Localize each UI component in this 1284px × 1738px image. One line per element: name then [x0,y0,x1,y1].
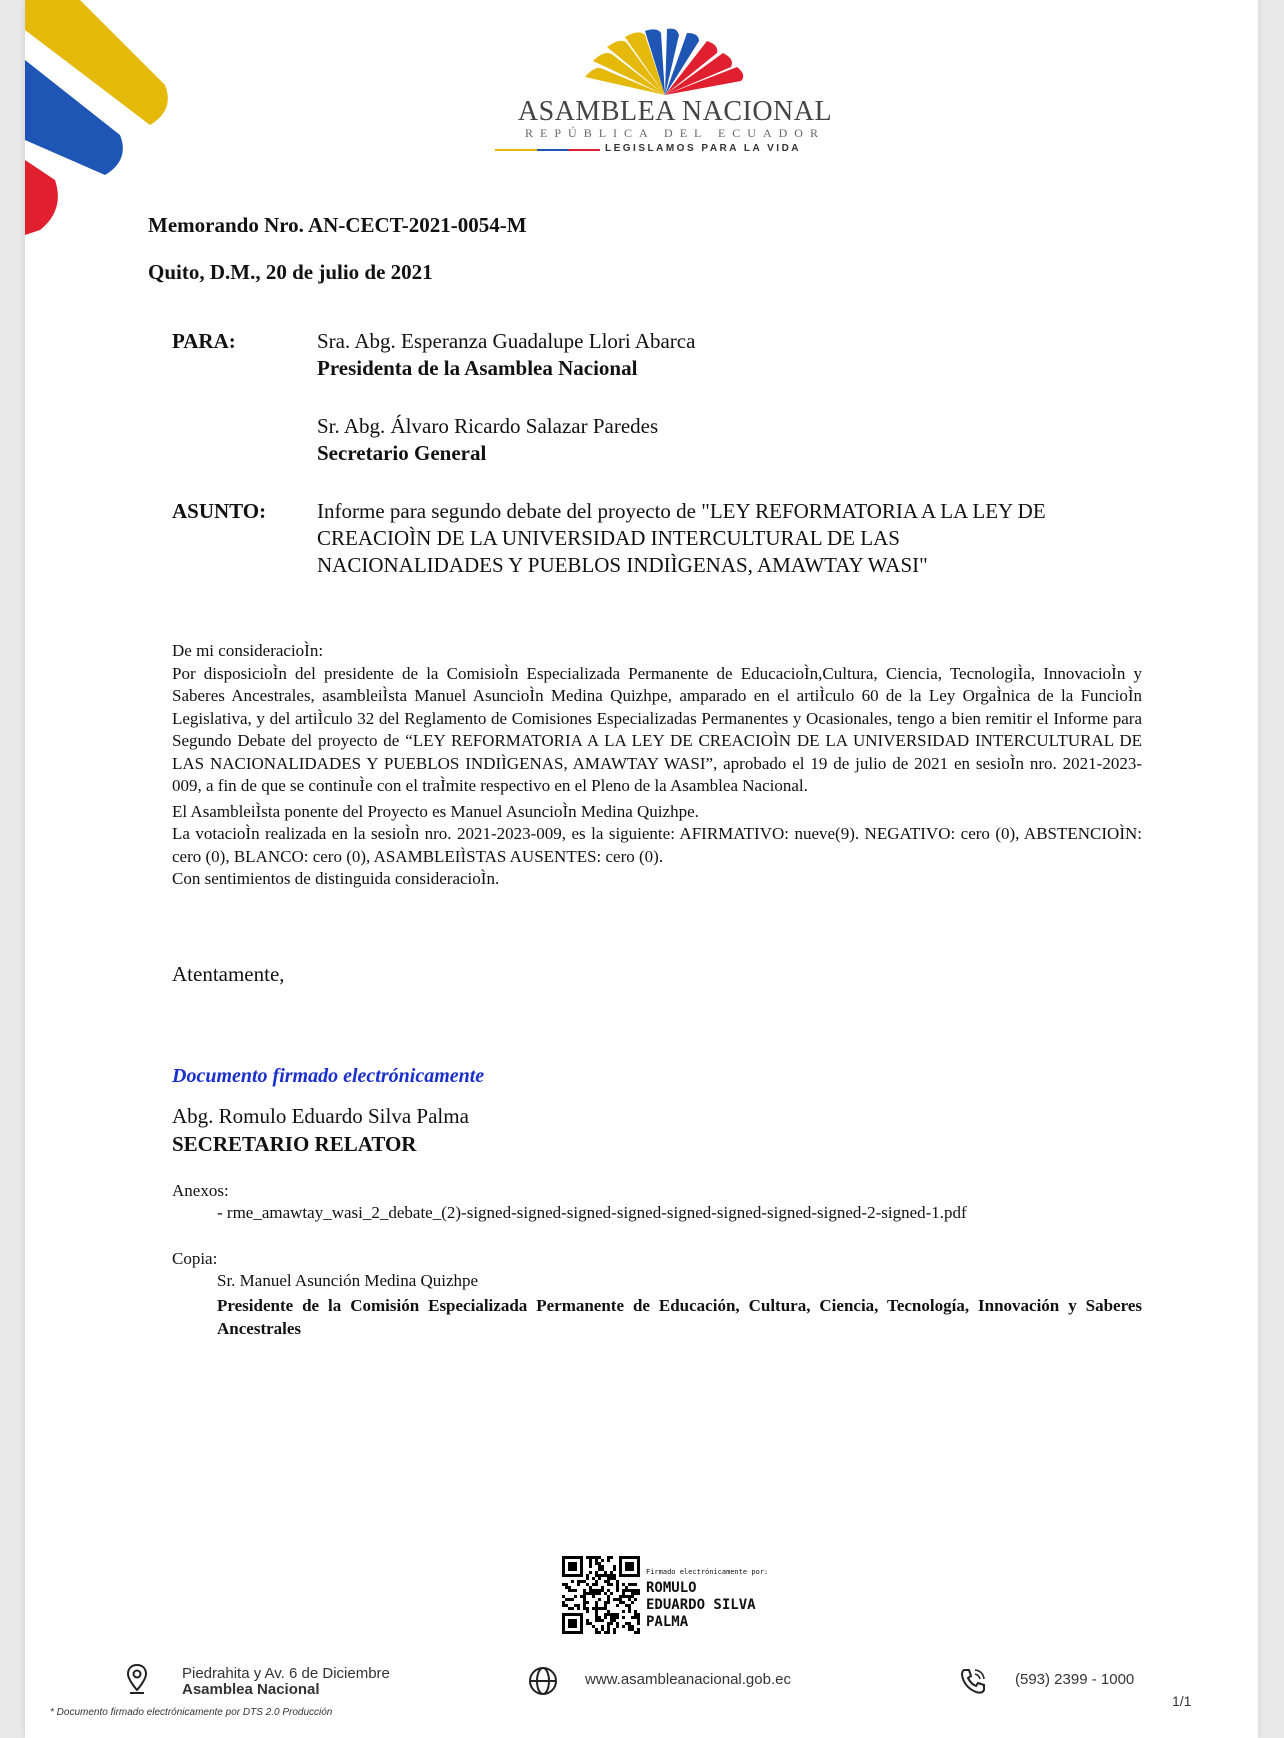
qr-caption: Firmado electrónicamente por: [646,1568,769,1576]
globe-icon [528,1666,558,1696]
body-paragraph: Por disposicioÌn del presidente de la ComisioÌn Especializada Permanente de EducacioÌn,Cultura, Ciencia, TecnologiÌa, InnovacioÌn y Saberes Ancestrales, asambleiÌsta Manuel AsuncioÌn Medina Quizhpe, amparado en el artiÌculo 60 de la Ley OrgaÌnica de la FuncioÌn Legislativa, y del artiÌculo 32 del Reglamento de Comisiones Especializadas Permanentes y Ocasionales, tengo a bien remitir el Informe para Segundo Debate del proyecto de “LEY REFORMATORIA A LA LEY DE CREACIOÌN DE LA UNIVERSIDAD INTERCULTURAL DE LAS NACIONALIDADES Y PUEBLOS INDIÌGENAS, AMAWTAY WASI”, aprobado el 19 de julio de 2021 en sesioÌn nro. 2021-2023-009, a fin de que se continuÌe con el traÌmite respectivo en el Pleno de la Asamblea Nacional. [172,663,1142,795]
qr-signer-name [646,1580,756,1631]
qr-name-line: PALMA [646,1614,689,1630]
recipient-title: Secretario General [317,441,487,465]
copia-label: Copia: [172,1249,218,1268]
body-paragraph: El AsambleiÌsta ponente del Proyecto es Manuel AsuncioÌn Medina Quizhpe. [172,801,699,821]
asunto-line: CREACIOÌN DE LA UNIVERSIDAD INTERCULTURAL DE LAS [317,526,900,550]
logo-tag-line [495,149,600,151]
para-label: PARA: [172,329,236,353]
footer-website-link[interactable]: www.asambleanacional.gob.ec [585,1671,791,1688]
memo-place-date: Quito, D.M., 20 de julio de 2021 [148,260,433,284]
copia-title: Presidente de la Comisión Especializada Permanente de Educación, Cultura, Ciencia, Tecnología, Innovación y Saberes Ancestrales [217,1296,1142,1338]
recipient-name: Sr. Abg. Álvaro Ricardo Salazar Paredes [317,414,659,438]
logo-tagline: LEGISLAMOS PARA LA VIDA [605,143,802,154]
phone-icon [958,1666,988,1696]
signer-title: SECRETARIO RELATOR [172,1132,417,1156]
body-paragraph: Con sentimientos de distinguida consideracioÌn. [172,869,500,888]
memo-body [172,640,1142,891]
anexos-label: Anexos: [172,1181,229,1200]
page-number: 1/1 [1172,1693,1192,1709]
location-pin-icon [126,1663,148,1695]
signer-name: Abg. Romulo Eduardo Silva Palma [172,1104,469,1128]
recipient-name: Sra. Abg. Esperanza Guadalupe Llori Abarca [317,329,696,353]
asunto-label: ASUNTO: [172,499,267,523]
logo-subtitle: REPÚBLICA DEL ECUADOR [525,126,825,140]
footer-note: * Documento firmado electrónicamente por DTS 2.0 Producción [50,1707,333,1718]
greeting: De mi consideracioÌn: [172,641,324,660]
flag-stripes-decoration [25,0,175,240]
footer-phone: (593) 2399 - 1000 [1015,1671,1135,1688]
footer-address-line2: Asamblea Nacional [182,1681,320,1698]
recipient-title: Presidenta de la Asamblea Nacional [317,356,638,380]
body-paragraph: La votacioÌn realizada en la sesioÌn nro. 2021-2023-009, es la siguiente: AFIRMATIVO: nueve(9). NEGATIVO: cero (0), ABSTENCIOÌN: cero (0), BLANCO: cero (0), ASAMBLEIÌSTAS AUSENTES: cero (0). [172,824,1142,866]
asunto-line: Informe para segundo debate del proyecto de "LEY REFORMATORIA A LA LEY DE [317,499,1046,523]
asunto-line: NACIONALIDADES Y PUEBLOS INDIÌGENAS, AMAWTAY WASI" [317,553,928,577]
asamblea-logo-icon [570,25,760,100]
electronic-signature-note: Documento firmado electrónicamente [172,1065,485,1087]
logo-title: ASAMBLEA NACIONAL [517,96,833,127]
anexo-file-link[interactable]: - rme_amawtay_wasi_2_debate_(2)-signed-signed-signed-signed-signed-signed-signed-signed-2-signed-1.pdf [217,1203,967,1222]
footer-address-line1: Piedrahita y Av. 6 de Diciembre [182,1665,390,1682]
memo-page [25,0,1258,1738]
qr-name-line: ROMULO [646,1580,697,1596]
qr-code-icon [562,1556,640,1634]
memo-number: Memorando Nro. AN-CECT-2021-0054-M [148,213,527,237]
qr-name-line: EDUARDO SILVA [646,1597,756,1613]
copia-name: Sr. Manuel Asunción Medina Quizhpe [217,1271,479,1290]
closing: Atentamente, [172,962,285,986]
